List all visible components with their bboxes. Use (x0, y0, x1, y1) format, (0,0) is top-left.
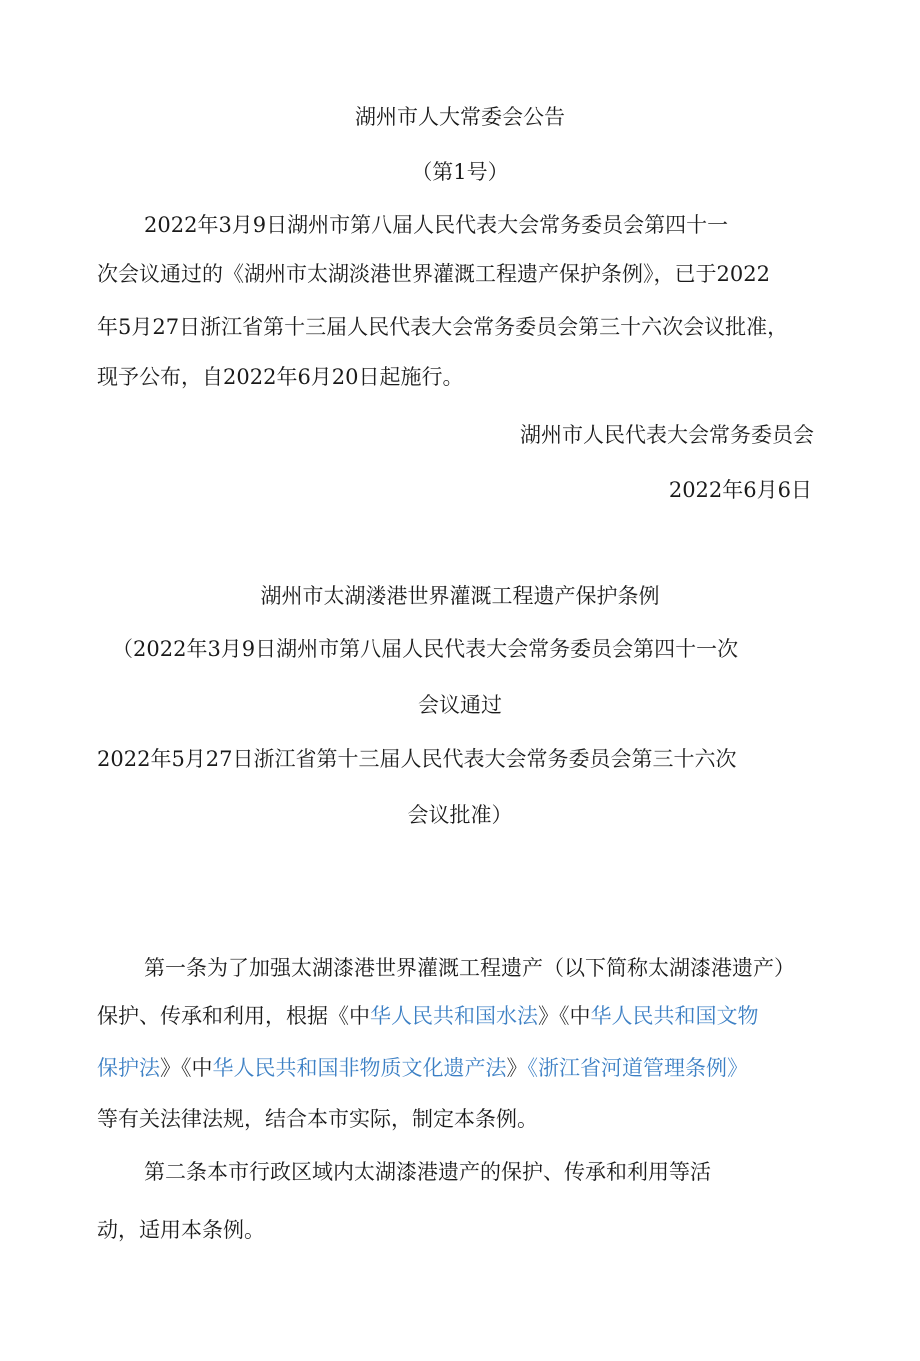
announcement-date: 2022年6月6日 (668, 478, 812, 502)
article1-text: 》《中 (160, 1056, 213, 1080)
law-link-cultural-relics[interactable]: 华人民共和国文物 (590, 1004, 759, 1028)
article1-text: 保护、传承和利用，根据《中 (97, 1004, 370, 1028)
announcement-body-line: 次会议通过的《湖州市太湖淡港世界灌溉工程遗产保护条例》，已于2022 (97, 262, 770, 286)
regulation-note-line: （2022年3月9日湖州市第八届人民代表大会常务委员会第四十一次 (112, 637, 739, 661)
article1-line: 第一条为了加强太湖漆港世界灌溉工程遗产（以下简称太湖漆港遗产） (144, 956, 795, 980)
announcement-title: 湖州市人大常委会公告 (355, 105, 565, 129)
law-link-water[interactable]: 华人民共和国水法 (370, 1004, 538, 1028)
announcement-issuer: 湖州市人民代表大会常务委员会 (520, 423, 814, 447)
announcement-number: （第1号） (411, 160, 509, 184)
law-link-zhejiang-river[interactable]: 《浙江省河道管理条例》 (527, 1056, 748, 1080)
law-link-cultural-relics-cont[interactable]: 保护法 (97, 1056, 160, 1080)
announcement-body-line: 现予公布，自2022年6月20日起施行。 (97, 365, 464, 389)
article2-line: 动，适用本条例。 (97, 1218, 265, 1242)
regulation-note-line: 会议通过 (418, 693, 502, 717)
announcement-body-line: 2022年3月9日湖州市第八届人民代表大会常务委员会第四十一 (144, 213, 729, 237)
article1-line: 等有关法律法规，结合本市实际，制定本条例。 (97, 1107, 538, 1131)
article1-text: 》 (506, 1056, 528, 1080)
article1-line (97, 1001, 759, 1031)
article2-line: 第二条本市行政区域内太湖漆港遗产的保护、传承和利用等活 (144, 1160, 711, 1184)
article1-text: 》《中 (538, 1004, 591, 1028)
regulation-note-line: 2022年5月27日浙江省第十三届人民代表大会常务委员会第三十六次 (97, 747, 737, 771)
regulation-title: 湖州市太湖溇港世界灌溉工程遗产保护条例 (260, 584, 660, 608)
article1-line (97, 1053, 748, 1083)
regulation-note-line: 会议批准） (407, 803, 513, 827)
law-link-intangible-heritage[interactable]: 华人民共和国非物质文化遗产法 (212, 1056, 507, 1080)
announcement-body-line: 年5月27日浙江省第十三届人民代表大会常务委员会第三十六次会议批准， (97, 315, 789, 339)
